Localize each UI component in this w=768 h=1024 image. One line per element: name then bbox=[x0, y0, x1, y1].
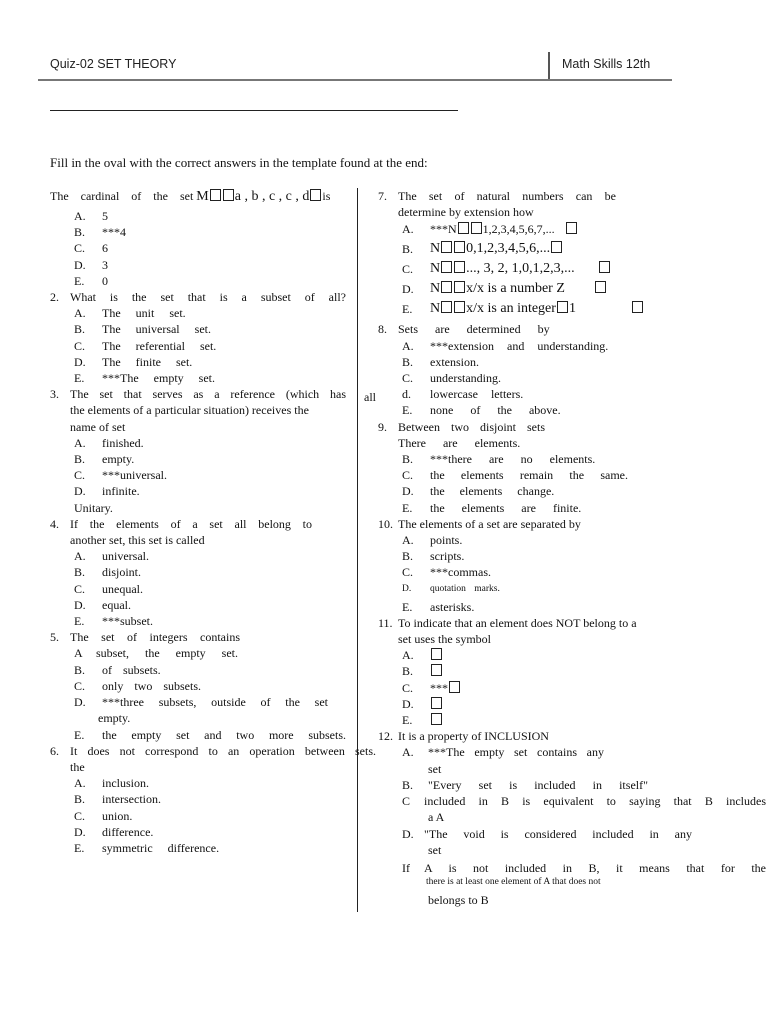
option-11b[interactable]: B. bbox=[378, 663, 766, 679]
missing-glyph-icon bbox=[458, 222, 469, 234]
missing-glyph-icon bbox=[471, 222, 482, 234]
question-5: 5. The set of integers contains bbox=[50, 630, 240, 645]
option-9e[interactable]: E. the elements are finite. bbox=[402, 500, 582, 515]
option-3b[interactable]: B. empty. bbox=[74, 452, 135, 467]
option-12c[interactable]: C included in B is equivalent to saying that B includes bbox=[402, 794, 766, 809]
option-10a[interactable]: A. points. bbox=[402, 533, 463, 548]
option-6c[interactable]: C. union. bbox=[74, 808, 133, 823]
quiz-title: Quiz-02 SET THEORY bbox=[50, 57, 177, 71]
option-5c[interactable]: C. only two subsets. bbox=[74, 678, 202, 693]
option-10e[interactable]: E. asterisks. bbox=[402, 599, 475, 614]
missing-glyph-icon bbox=[557, 301, 568, 313]
missing-glyph-icon bbox=[223, 189, 234, 201]
option-2e[interactable]: E. ***The empty set. bbox=[74, 371, 215, 386]
question-10: 10. The elements of a set are separated by bbox=[378, 516, 581, 531]
question-11: 11. To indicate that an element does NOT belong to a bbox=[378, 615, 637, 630]
missing-glyph-icon bbox=[431, 664, 442, 676]
option-12a[interactable]: A. ***The empty set contains any bbox=[402, 745, 604, 760]
option-9c[interactable]: C. the elements remain the same. bbox=[402, 468, 628, 483]
option-9a[interactable]: There are elements. bbox=[398, 435, 521, 450]
option-2b[interactable]: B. The universal set. bbox=[74, 322, 211, 337]
question-1: The cardinal of the set M a , b , c , c , d is bbox=[50, 189, 331, 204]
name-line bbox=[50, 110, 458, 111]
option-9b[interactable]: B. ***there are no elements. bbox=[402, 452, 596, 467]
missing-glyph-icon bbox=[441, 301, 452, 313]
option-11e[interactable]: E. bbox=[378, 712, 766, 728]
left-column: The cardinal of the set M a , b , c , c , d is A. 5 B. ***4 C. 6 D. 3 E. 0 2. What is the set that is a subset of all? A. The unit set. B. The universal set. C. The referential set. D. The finite set. E. ***The empty set. 3. The set that serves as a reference (which has the elements of a particular situation) receives the name of set A. finished. B. empty. C. ***universal. D. infinite. Unitary. 4. If the elements of a set all belong to another set, this set is called A. universal. B. disjoint. C. unequal. D. equal. E. ***subset. 5. The set of integers contains A subset, the empty set. B. of subsets. C. only two subsets. D. ***three subsets, outside of the set empty. E. the empty set and two more subsets. 6. It does not correspond to an operation between sets. the A. inclusion. B. intersection. C. union. D. difference. E. symmetric difference. bbox=[50, 189, 376, 855]
option-6b[interactable]: B. intersection. bbox=[74, 792, 161, 807]
option-4d[interactable]: D. equal. bbox=[74, 597, 131, 612]
question-3: 3. The set that serves as a reference (which has bbox=[50, 387, 346, 402]
missing-glyph-icon bbox=[449, 681, 460, 693]
question-4: 4. If the elements of a set all belong to bbox=[50, 516, 312, 531]
question-6: 6. It does not correspond to an operation between sets. bbox=[50, 743, 376, 758]
instructions: Fill in the oval with the correct answers in the template found at the end: bbox=[50, 155, 428, 170]
missing-glyph-icon bbox=[431, 648, 442, 660]
option-7c[interactable]: C. N ..., 3, 2, 1,0,1,2,3,... bbox=[378, 259, 766, 279]
missing-glyph-icon bbox=[431, 713, 442, 725]
option-2d[interactable]: D. The finite set. bbox=[74, 354, 193, 369]
question-7: 7. The set of natural numbers can be bbox=[378, 189, 616, 203]
option-3e[interactable]: Unitary. bbox=[74, 500, 113, 515]
option-7e[interactable]: E. N x/x is an integer 1 bbox=[378, 299, 766, 319]
course-name: Math Skills 12th bbox=[562, 57, 651, 71]
question-8: 8. Sets are determined by bbox=[378, 322, 550, 337]
missing-glyph-icon bbox=[441, 241, 452, 253]
option-9d[interactable]: D. the elements change. bbox=[402, 484, 555, 499]
missing-glyph-icon bbox=[454, 281, 465, 293]
option-3a[interactable]: A. finished. bbox=[74, 435, 144, 450]
missing-glyph-icon bbox=[441, 261, 452, 273]
missing-glyph-icon bbox=[431, 697, 442, 709]
missing-glyph-icon bbox=[566, 222, 577, 234]
right-column: 7. The set of natural numbers can be determine by extension how A. ***N 1,2,3,4,5,6,7,... B. N 0,1,2,3,4,5,6,... C. N ..., 3, 2, 1,0,1,2,3,... D. N x/x is a number Z E. N x/x is an integer 1 8. Sets are determined by A. ***extension and understanding. B. extension. C. understanding. d. lowercase letters. E. none of the above. 9. Between two disjoint sets There are elements. B. ***there are no elements. C. the elements remain the same. D. the elements change. E. the elements are finite. 10. The elements of a set are separated by A. points. B. scripts. C. ***commas. D. quotation marks. E. asterisks. 11. To indicate that an element does NOT belong to a set uses the symbol A. B. C. *** D. E. 12. It is a property of INCLUSION A. ***The empty set contains any set B. "Every set is included in itself" C included in B is equivalent to saying that B includes a A D. "The void is considered included in any set If A is not included in B, it means that for the there is at least one element of A that does not belongs to B bbox=[378, 189, 766, 908]
option-5e[interactable]: E. the empty set and two more subsets. bbox=[74, 727, 346, 742]
header-divider bbox=[548, 52, 550, 80]
option-12b[interactable]: B. "Every set is included in itself" bbox=[402, 777, 648, 792]
option-4e[interactable]: E. ***subset. bbox=[74, 614, 153, 629]
option-4a[interactable]: A. universal. bbox=[74, 549, 149, 564]
option-10b[interactable]: B. scripts. bbox=[402, 549, 465, 564]
option-6a[interactable]: A. inclusion. bbox=[74, 776, 149, 791]
option-1b[interactable]: B. ***4 bbox=[74, 225, 126, 240]
option-7a[interactable]: A. ***N 1,2,3,4,5,6,7,... bbox=[378, 220, 766, 239]
option-5d-continued: empty. bbox=[98, 711, 131, 726]
missing-glyph-icon bbox=[632, 301, 643, 313]
option-5a[interactable]: A subset, the empty set. bbox=[74, 646, 238, 661]
option-3d[interactable]: D. infinite. bbox=[74, 484, 140, 499]
header-rule bbox=[38, 79, 672, 81]
option-2a[interactable]: A. The unit set. bbox=[74, 306, 186, 321]
missing-glyph-icon bbox=[551, 241, 562, 253]
option-7b[interactable]: B. N 0,1,2,3,4,5,6,... bbox=[378, 239, 766, 259]
option-4c[interactable]: C. unequal. bbox=[74, 581, 143, 596]
option-2c[interactable]: C. The referential set. bbox=[74, 338, 217, 353]
missing-glyph-icon bbox=[595, 281, 606, 293]
option-10d[interactable]: D. quotation marks. bbox=[402, 583, 500, 594]
option-12e[interactable]: If A is not included in B, it means that for the bbox=[402, 860, 766, 875]
option-8a[interactable]: A. ***extension and understanding. bbox=[402, 338, 609, 353]
question-3-overflow: all bbox=[364, 390, 376, 404]
option-8e[interactable]: E. none of the above. bbox=[402, 403, 561, 418]
option-1d[interactable]: D. 3 bbox=[74, 257, 108, 272]
missing-glyph-icon bbox=[454, 301, 465, 313]
option-4b[interactable]: B. disjoint. bbox=[74, 565, 142, 580]
question-2: 2. What is the set that is a subset of all? bbox=[50, 290, 346, 305]
option-12d[interactable]: D. "The void is considered included in any bbox=[402, 826, 692, 841]
missing-glyph-icon bbox=[210, 189, 221, 201]
option-5b[interactable]: B. of subsets. bbox=[74, 662, 161, 677]
option-6d[interactable]: D. difference. bbox=[74, 824, 154, 839]
missing-glyph-icon bbox=[454, 261, 465, 273]
option-7d[interactable]: D. N x/x is a number Z bbox=[378, 279, 766, 299]
option-1a[interactable]: A. 5 bbox=[74, 209, 108, 223]
missing-glyph-icon bbox=[441, 281, 452, 293]
option-3c[interactable]: C. ***universal. bbox=[74, 468, 167, 483]
option-11a[interactable]: A. bbox=[378, 647, 766, 663]
missing-glyph-icon bbox=[454, 241, 465, 253]
question-12: 12. It is a property of INCLUSION bbox=[378, 729, 549, 744]
option-6e[interactable]: E. symmetric difference. bbox=[74, 840, 220, 855]
option-5d[interactable]: D. ***three subsets, outside of the set bbox=[74, 695, 328, 710]
option-11c[interactable]: C. *** bbox=[378, 680, 766, 696]
option-8c[interactable]: C. understanding. bbox=[402, 371, 501, 386]
column-divider bbox=[357, 188, 358, 912]
option-11d[interactable]: D. bbox=[378, 696, 766, 712]
option-10c[interactable]: C. ***commas. bbox=[402, 565, 491, 580]
option-8d[interactable]: d. lowercase letters. bbox=[402, 387, 524, 402]
option-1e[interactable]: E. 0 bbox=[74, 273, 108, 288]
option-8b[interactable]: B. extension. bbox=[402, 354, 479, 369]
missing-glyph-icon bbox=[310, 189, 321, 201]
question-9: 9. Between two disjoint sets bbox=[378, 419, 545, 434]
option-1c[interactable]: C. 6 bbox=[74, 241, 108, 256]
missing-glyph-icon bbox=[599, 261, 610, 273]
